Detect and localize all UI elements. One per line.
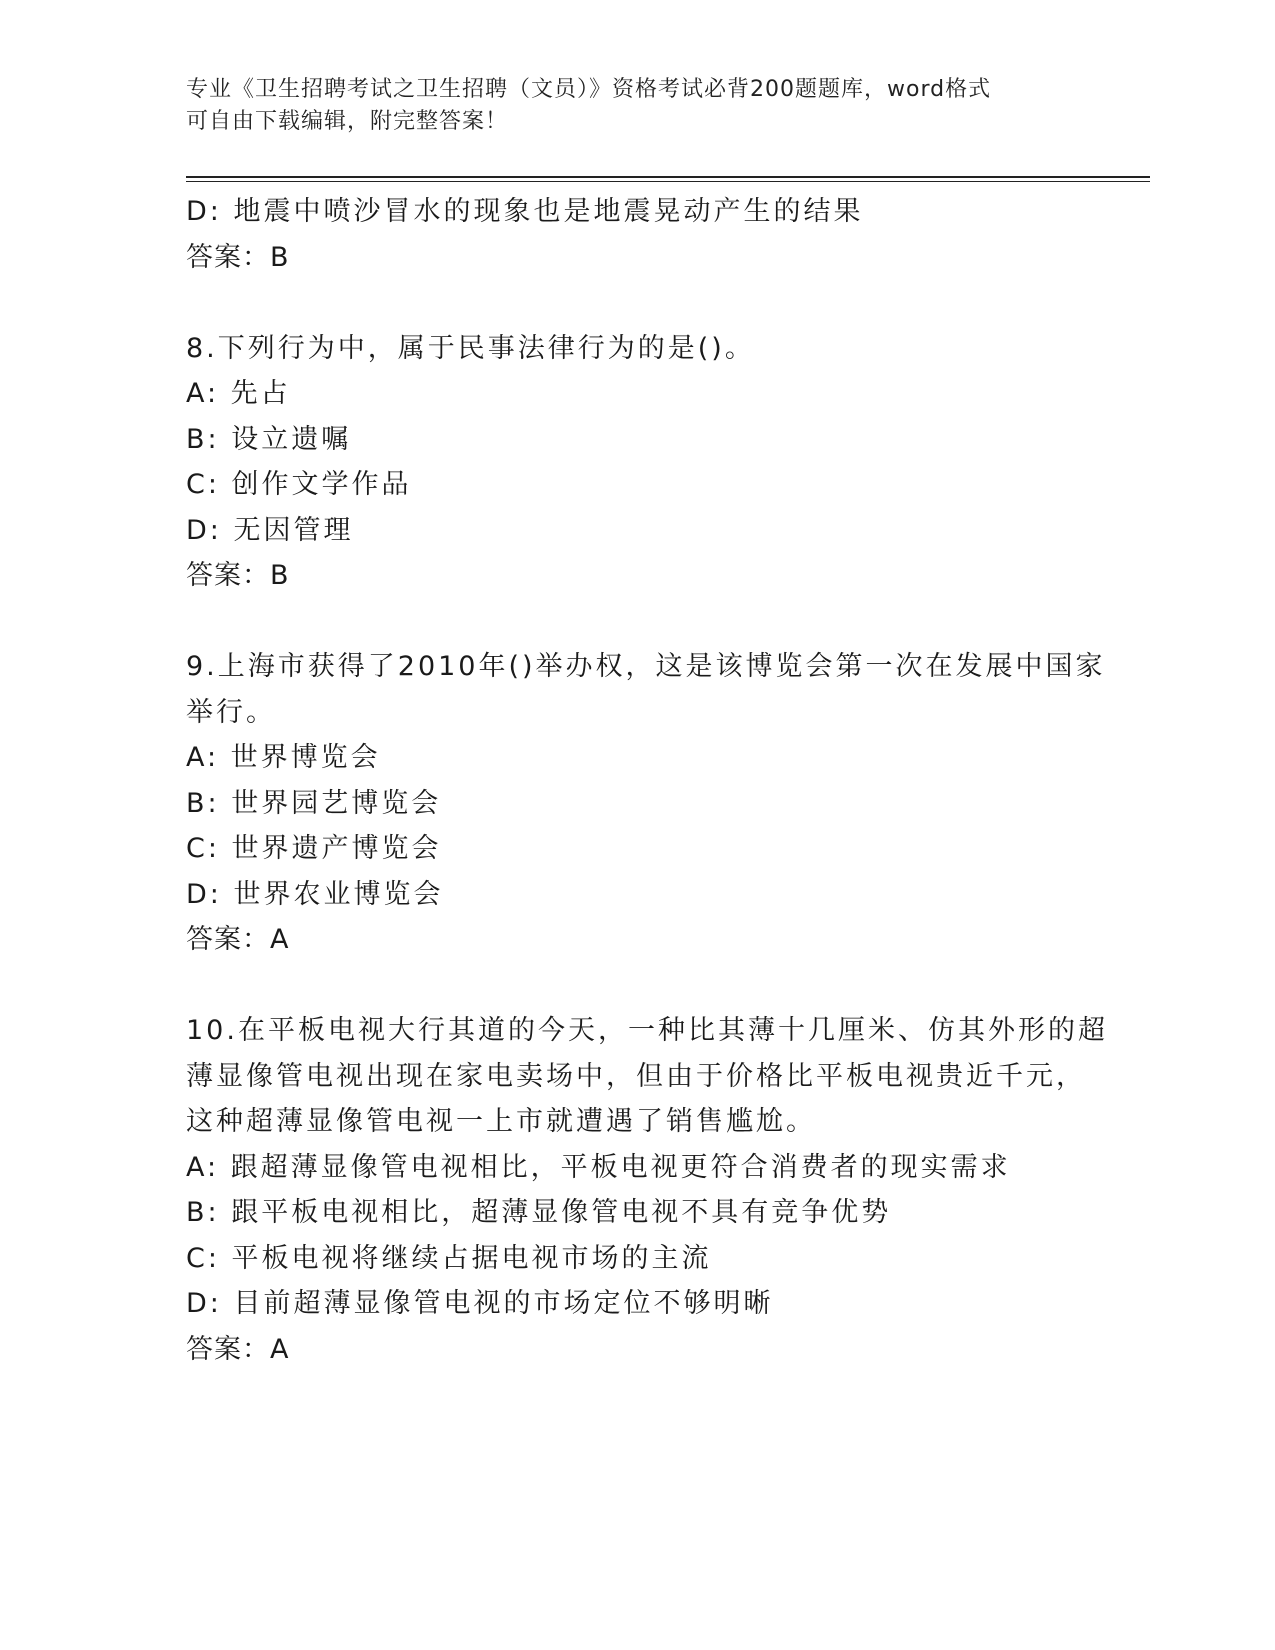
option-a: A: 先占: [186, 378, 291, 409]
option-b: B: 设立遗嘱: [186, 423, 352, 455]
question-stem-continued: 举行。: [186, 696, 276, 728]
header-divider-thin: [186, 181, 1150, 182]
question-stem-continued: 薄显像管电视出现在家电卖场中，但由于价格比平板电视贵近千元，: [186, 1060, 1086, 1092]
question-content: [186, 189, 1108, 1372]
option-d: D: 无因管理: [186, 514, 354, 546]
question-stem: 8.下列行为中，属于民事法律行为的是()。: [186, 332, 755, 364]
answer-line: 答案：A: [186, 1333, 290, 1365]
option-d: D: 地震中喷沙冒水的现象也是地震晃动产生的结果: [186, 196, 864, 227]
question-gap: [186, 599, 1086, 645]
answer-line: 答案：B: [186, 241, 290, 273]
header-title-line-1: 专业《卫生招聘考试之卫生招聘（文员）》资格考试必背200题题库，word格式: [186, 77, 992, 102]
option-c: C: 创作文学作品: [186, 469, 412, 500]
question-stem: 10.在平板电视大行其道的今天，一种比其薄十几厘米、仿其外形的超: [186, 1015, 1108, 1046]
question-stem: 9.上海市获得了2010年()举办权，这是该博览会第一次在发展中国家: [186, 651, 1106, 682]
question-9: [186, 644, 1106, 963]
page-header: [186, 74, 1066, 138]
question-7-tail: [186, 189, 1086, 280]
question-8: [186, 326, 1086, 599]
option-b: B: 世界园艺博览会: [186, 787, 442, 819]
question-stem-continued: 这种超薄显像管电视一上市就遭遇了销售尴尬。: [186, 1106, 816, 1137]
option-d: D: 目前超薄显像管电视的市场定位不够明晰: [186, 1288, 774, 1319]
answer-line: 答案：A: [186, 924, 290, 955]
header-title-line-2: 可自由下载编辑，附完整答案！: [186, 109, 509, 134]
option-c: C: 世界遗产博览会: [186, 833, 442, 864]
option-a: A: 跟超薄显像管电视相比，平板电视更符合消费者的现实需求: [186, 1151, 1011, 1183]
option-c: C: 平板电视将继续占据电视市场的主流: [186, 1242, 712, 1274]
answer-line: 答案：B: [186, 560, 290, 591]
option-d: D: 世界农业博览会: [186, 878, 444, 910]
header-divider-thick: [186, 176, 1150, 178]
question-gap: [186, 280, 1086, 326]
option-b: B: 跟平板电视相比，超薄显像管电视不具有竞争优势: [186, 1197, 892, 1228]
question-gap: [186, 963, 1086, 1009]
question-10: [186, 1008, 1108, 1372]
option-a: A: 世界博览会: [186, 742, 381, 773]
